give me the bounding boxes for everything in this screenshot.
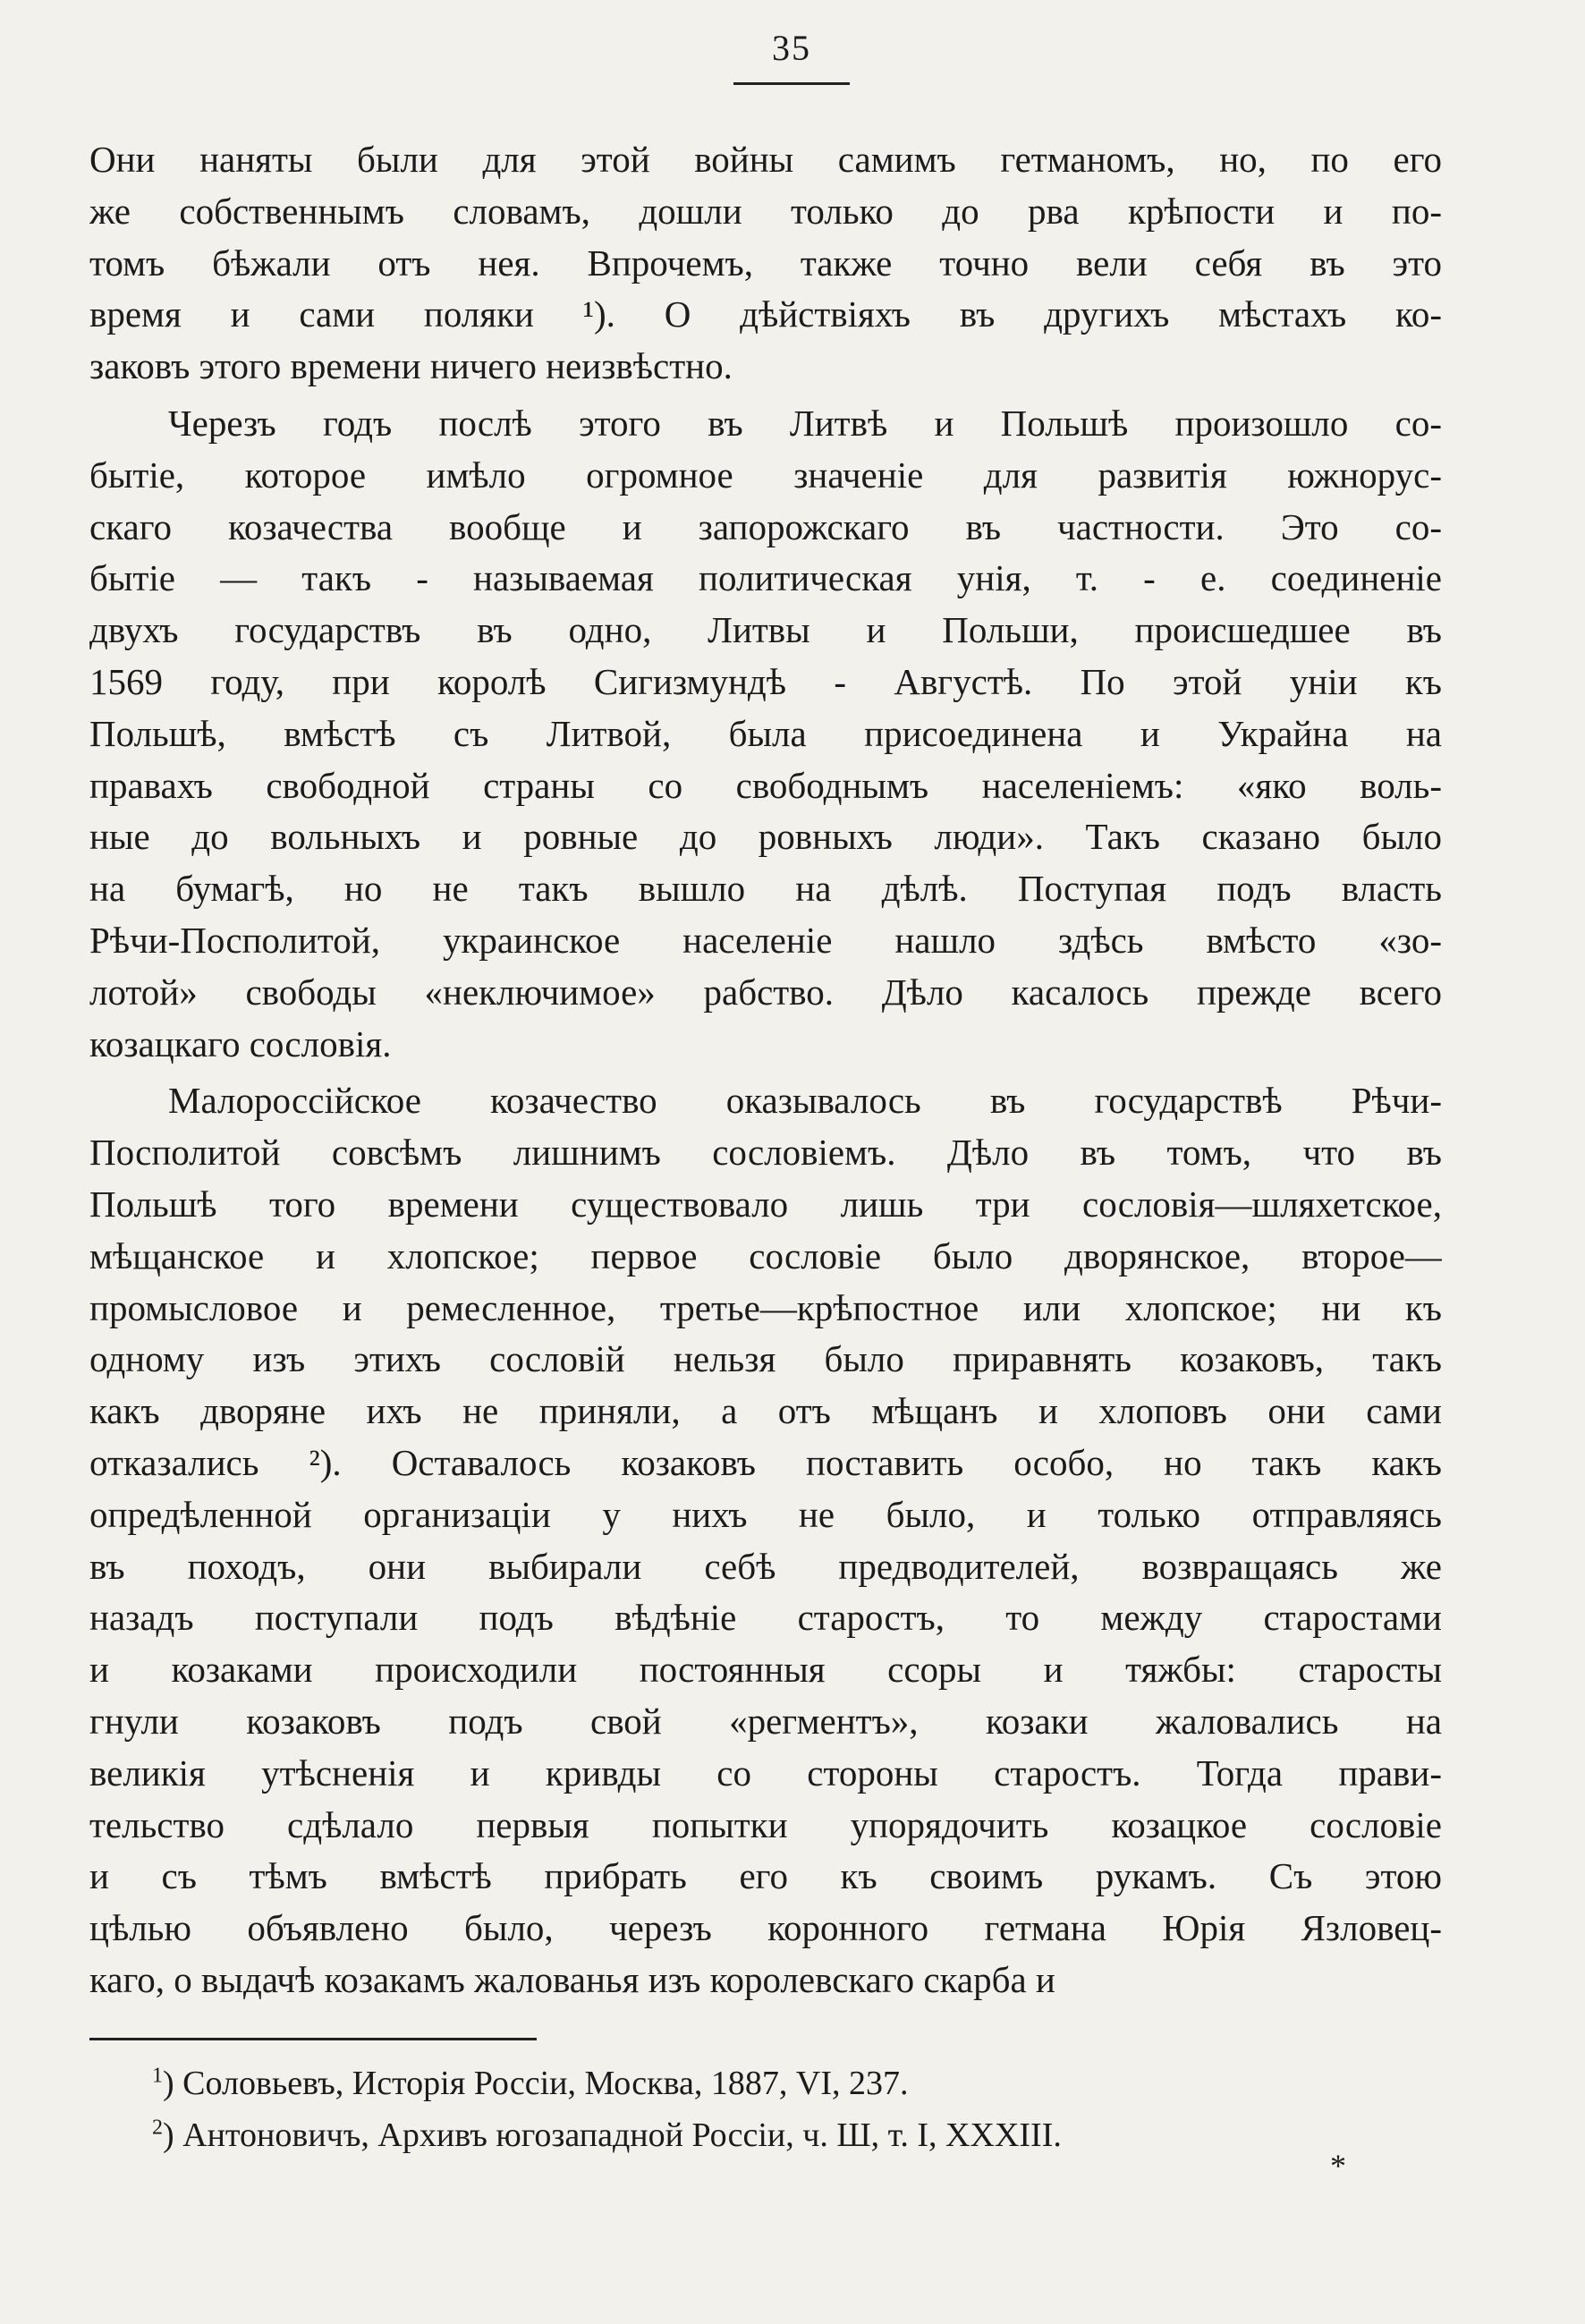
text-line: Польшѣ того времени существовало лишь три сословія—шляхетское, — [89, 1183, 1442, 1225]
text-line: скаго козачества вообще и запорожскаго въ частности. Это со- — [89, 505, 1442, 547]
text-line: томъ бѣжали отъ нея. Впрочемъ, также точно вели себя въ это — [89, 242, 1442, 284]
body-text — [89, 134, 1442, 2006]
text-line: назадъ поступали подъ вѣдѣніе старостъ, то между старостами — [89, 1597, 1442, 1639]
footnote — [152, 2109, 1404, 2161]
text-line: Они наняты были для этой войны самимъ гетманомъ, но, по его — [89, 139, 1442, 180]
text-line: опредѣленной организаціи у нихъ не было, и только отправляясь — [89, 1493, 1442, 1535]
text-line: цѣлью объявлено было, черезъ коронного гетмана Юрія Язловец- — [89, 1907, 1442, 1949]
stray-asterisk: * — [1330, 2148, 1346, 2184]
text-line: каго, о выдачѣ козакамъ жалованья изъ королевскаго скарба и — [89, 1958, 1055, 2000]
text-line: на бумагѣ, но не такъ вышло на дѣлѣ. Поступая подъ власть — [89, 868, 1442, 910]
text-line: правахъ свободной страны со свободнымъ населеніемъ: «яко воль- — [89, 764, 1442, 806]
footnote-mark: 1 — [152, 2064, 163, 2088]
text-line: Малороссійское козачество оказывалось въ государствѣ Рѣчи- — [168, 1080, 1442, 1122]
text-line: мѣщанское и хлопское; первое сословіе было дворянское, второе— — [89, 1234, 1442, 1277]
text-line: великія утѣсненія и кривды со стороны старостъ. Тогда прави- — [89, 1751, 1442, 1794]
text-line: Посполитой совсѣмъ лишнимъ сословіемъ. Дѣло въ томъ, что въ — [89, 1132, 1442, 1174]
text-line: ные до вольныхъ и ровные до ровныхъ люди». Такъ сказано было — [89, 816, 1442, 858]
page-number-rule — [733, 82, 850, 85]
paragraph — [89, 1075, 1442, 2006]
text-line: 1569 году, при королѣ Сигизмундѣ - Августѣ. По этой уніи къ — [89, 660, 1442, 702]
text-line: Польшѣ, вмѣстѣ съ Литвой, была присоединена и Украйна на — [89, 712, 1442, 754]
text-line: Черезъ годъ послѣ этого въ Литвѣ и Польшѣ произошло со- — [168, 402, 1442, 444]
text-line: и козаками происходили постоянныя ссоры и тяжбы: старосты — [89, 1649, 1442, 1691]
text-line: бытіе — такъ - называемая политическая унія, т. - е. соединеніе — [89, 557, 1442, 599]
text-line: гнули козаковъ подъ свой «регментъ», козаки жаловались на — [89, 1700, 1442, 1742]
paragraph — [89, 398, 1442, 1070]
text-line: бытіе, которое имѣло огромное значеніе для развитія южнорус- — [89, 454, 1442, 496]
text-line: въ походъ, они выбирали себѣ предводителей, возвращаясь же — [89, 1545, 1442, 1587]
text-line: и съ тѣмъ вмѣстѣ прибрать его къ своимъ рукамъ. Съ этою — [89, 1855, 1442, 1897]
text-line: двухъ государствъ въ одно, Литвы и Польши, происшедшее въ — [89, 609, 1442, 651]
footnote-mark: 2 — [152, 2116, 163, 2140]
text-line: заковъ этого времени ничего неизвѣстно. — [89, 345, 733, 387]
text-line: же собственнымъ словамъ, дошли только до рва крѣпости и по- — [89, 190, 1442, 232]
text-line: время и сами поляки ¹). О дѣйствіяхъ въ другихъ мѣстахъ ко- — [89, 293, 1442, 335]
text-line: какъ дворяне ихъ не приняли, а отъ мѣщанъ и хлоповъ они сами — [89, 1390, 1442, 1432]
footnote — [152, 2057, 1404, 2109]
footnotes — [152, 2057, 1404, 2161]
text-line: лотой» свободы «неключимое» рабство. Дѣло касалось прежде всего — [89, 971, 1442, 1013]
text-line: одному изъ этихъ сословій нельзя было приравнять козаковъ, такъ — [89, 1338, 1442, 1380]
text-line: тельство сдѣлало первыя попытки упорядочить козацкое сословіе — [89, 1803, 1442, 1845]
text-line: отказались ²). Оставалось козаковъ поставить особо, но такъ какъ — [89, 1441, 1442, 1483]
text-line: Рѣчи-Посполитой, украинское населеніе нашло здѣсь вмѣсто «зо- — [89, 919, 1442, 961]
footnote-text: ) Антоновичъ, Архивъ югозападной Россіи, ч. Ш, т. I, XXXIII. — [163, 2116, 1062, 2154]
text-line: промысловое и ремесленное, третье—крѣпостное или хлопское; ни къ — [89, 1286, 1442, 1328]
paragraph — [89, 134, 1442, 393]
footnote-text: ) Соловьевъ, Исторія Россіи, Москва, 1887, VI, 237. — [163, 2065, 909, 2102]
footnote-rule — [89, 2038, 537, 2040]
text-line: козацкаго сословія. — [89, 1022, 392, 1064]
page-number: 35 — [772, 28, 811, 68]
